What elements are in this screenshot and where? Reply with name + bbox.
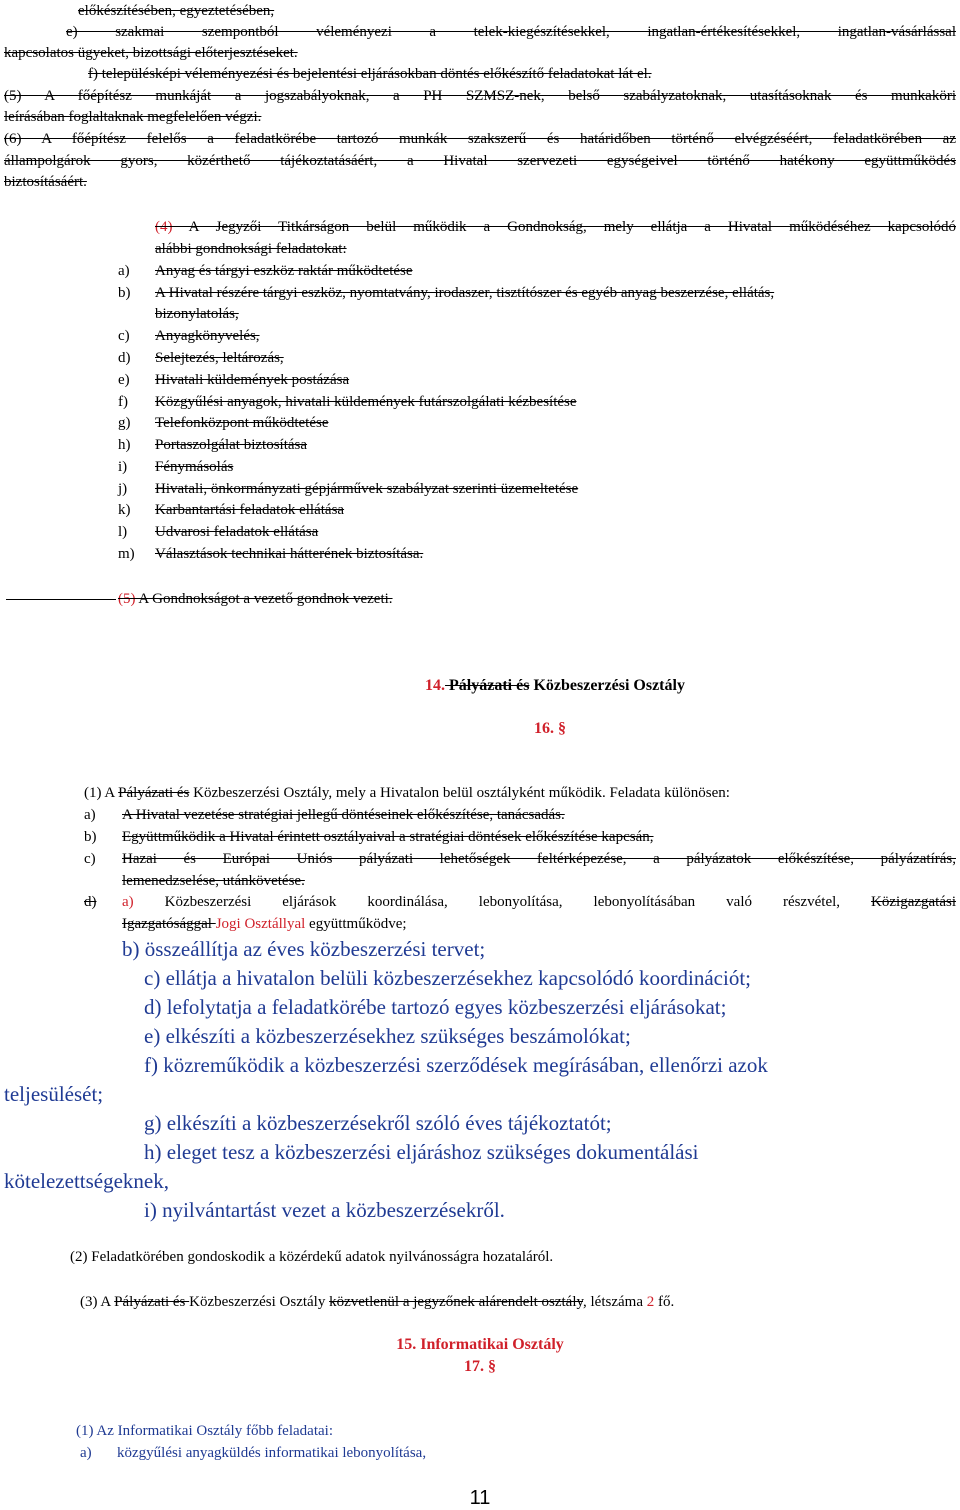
section-14-struck: Pályázati és — [445, 677, 530, 694]
new-item-f-cont: teljesülését; — [4, 1082, 104, 1106]
new-item-c: c) ellátja a hivatalon belüli közbeszerzésekhez kapcsolódó koordinációt; — [144, 966, 752, 990]
item-label: c) — [118, 328, 130, 344]
gondnoksag-intro-cont: alábbi gondnoksági feladatokat: — [155, 241, 347, 257]
item-label: l) — [118, 524, 128, 540]
item-d — [84, 892, 956, 914]
p1-b: Közbeszerzési Osztály, mely a Hivatalon belül osztályként működik. Feladata különösen: — [189, 785, 730, 801]
p3-struck: Pályázati és — [114, 1294, 190, 1310]
p3-red: 2 — [646, 1294, 655, 1310]
page-number: 11 — [469, 1487, 491, 1509]
item-text: Választások technikai hátterének biztosítása. — [155, 546, 424, 562]
revision-line — [6, 599, 116, 600]
item-label: e) — [118, 372, 130, 388]
item-text: A Hivatal vezetése stratégiai jellegű döntéseinek előkészítése, tanácsadás. — [122, 807, 565, 823]
section-14-rest: Közbeszerzési Osztály — [529, 677, 685, 694]
gondnoksag-item — [118, 261, 413, 282]
p3-b: Közbeszerzési Osztály — [189, 1294, 330, 1310]
p3-d: fő. — [654, 1294, 675, 1310]
gondnoksag-item — [118, 326, 260, 347]
p1-a: (1) A — [84, 785, 119, 801]
item-label: g) — [118, 415, 131, 431]
item-text: Anyagkönyvelés, — [155, 328, 260, 344]
item-label: a) — [80, 1445, 92, 1461]
gondnoksag-item — [118, 304, 239, 325]
section-14-paragraph-sign: 16. § — [534, 720, 566, 737]
item-label: i) — [118, 459, 128, 475]
section-14-num: 14. — [425, 677, 446, 694]
item-text: Selejtezés, leltározás, — [155, 350, 284, 366]
new-item-g: g) elkészíti a közbeszerzésekről szóló éves tájékoztatót; — [144, 1111, 612, 1135]
item-label: m) — [118, 546, 135, 562]
item-text: Udvarosi feladatok ellátása — [155, 524, 319, 540]
item-d-struck: Közigazgatási — [871, 894, 956, 910]
item-d-cont — [122, 914, 407, 934]
section-14-p2: (2) Feladatkörében gondoskodik a közérdekű adatok nyilvánosságra hozataláról. — [70, 1249, 554, 1265]
struck-paragraph-5-cont: leírásában foglaltaknak megfelelően végzi. — [4, 109, 262, 125]
item-text: Hivatali, önkormányzati gépjárművek szabályzat szerinti üzemeltetése — [155, 481, 579, 497]
item-text: Karbantartási feladatok ellátása — [155, 502, 345, 518]
item-label: a) — [118, 263, 130, 279]
section-15-p1: (1) Az Informatikai Osztály főbb feladatai: — [76, 1423, 333, 1439]
gondnoksag-item — [118, 500, 344, 521]
item-text: közgyűlési anyagküldés informatikai lebonyolítása, — [117, 1445, 427, 1461]
new-item-i: i) nyilvántartást vezet a közbeszerzésekről. — [144, 1198, 505, 1222]
gondnoksag-item — [118, 283, 774, 304]
item-text: Fénymásolás — [155, 459, 234, 475]
gondnoksag-item — [118, 479, 578, 500]
gondnoksag-intro-text: A Jegyzői Titkárságon belül működik a Gondnokság, mely ellátja a Hivatal működéséhez kapcsolódó — [172, 219, 956, 235]
struck-item-e: e) szakmai szempontból véleményezi a telek-kiegészítésekkel, ingatlan-értékesítésekkel, ingatlan-vásárlással — [66, 24, 956, 40]
struck-paragraph-6-cont: állampolgárok gyors, közérthető tájékoztatásáért, a Hivatal szervezeti egységeivel történő hatékony együttműködés — [4, 153, 956, 169]
struck-line: előkészítésében, egyeztetésében, — [78, 3, 275, 19]
item-label: c) — [84, 851, 96, 867]
item-label: h) — [118, 437, 131, 453]
gondnoksag-p5-num: (5) — [118, 591, 136, 607]
item-label: k) — [118, 502, 131, 518]
p1-struck: Pályázati és — [118, 785, 190, 801]
struck-paragraph-6: (6) A főépítész felelős a feladatkörébe tartozó munkák szakszerű és határidőben történő elvégzéséért, feladatkörében az — [4, 131, 956, 147]
item-label: b) — [84, 829, 97, 845]
item-text: Hivatali küldemények postázása — [155, 372, 350, 388]
struck-paragraph-6-end: biztosításáért. — [4, 174, 87, 190]
struck-list-item — [84, 849, 956, 871]
item-text: Telefonközpont működtetése — [155, 415, 329, 431]
new-item-d: d) lefolytatja a feladatkörébe tartozó egyes közbeszerzési eljárásokat; — [144, 995, 727, 1019]
item-text: Együttműködik a Hivatal érintett osztályaival a stratégiai döntések előkészítése kapcsán, — [122, 829, 654, 845]
item-text: Hazai és Európai Uniós pályázati lehetőségek feltérképezése, a pályázatok előkészítése, pályázatírás, — [122, 851, 956, 867]
gondnoksag-item — [118, 413, 328, 434]
item-label: a) — [84, 807, 96, 823]
gondnoksag-intro — [155, 217, 956, 239]
p3-c: , létszáma — [583, 1294, 647, 1310]
item-label: b) — [118, 285, 131, 301]
gondnoksag-item — [118, 392, 577, 413]
gondnoksag-item — [118, 348, 284, 369]
item-text: Anyag és tárgyi eszköz raktár működtetése — [155, 263, 413, 279]
item-text: Közgyűlési anyagok, hivatali küldemények futárszolgálati kézbesítése — [155, 394, 577, 410]
p3-a: (3) A — [80, 1294, 115, 1310]
new-item-h: h) eleget tesz a közbeszerzési eljáráshoz szükséges dokumentálási — [144, 1140, 699, 1164]
item-text: Portaszolgálat biztosítása — [155, 437, 308, 453]
new-item-f: f) közreműködik a közbeszerzési szerződések megírásában, ellenőrzi azok — [144, 1053, 768, 1077]
gondnoksag-item — [118, 435, 307, 456]
item-d-struck-2: Igazgatósággal — [122, 916, 216, 932]
item-d-label: d) — [84, 894, 97, 910]
struck-list-item — [84, 827, 654, 848]
gondnoksag-item — [118, 457, 233, 478]
struck-list-item — [84, 805, 565, 826]
struck-list-item — [84, 871, 305, 892]
section-15-title: 15. Informatikai Osztály — [396, 1336, 564, 1353]
gondnoksag-item — [118, 522, 318, 543]
item-d-text: Közbeszerzési eljárások koordinálása, lebonyolítása, lebonyolításában való részvétel, — [133, 894, 872, 910]
struck-item-e-cont: kapcsolatos ügyeket, bizottsági előterjesztéseket. — [4, 45, 298, 61]
new-item-b: b) összeállítja az éves közbeszerzési tervet; — [122, 937, 486, 961]
new-item-h-cont: kötelezettségeknek, — [4, 1169, 170, 1193]
struck-item-f: f) településképi véleményezési és bejelentési eljárásokban döntés előkészítő feladatokat lát el. — [88, 66, 652, 82]
gondnoksag-intro-num: (4) — [155, 219, 173, 235]
new-item-e: e) elkészíti a közbeszerzésekhez szükséges beszámolókat; — [144, 1024, 631, 1048]
item-d-rest: együttműködve; — [305, 916, 407, 932]
item-d-red: Jogi Osztállyal — [215, 916, 306, 932]
item-d-new-label: a) — [122, 894, 134, 910]
section-15-item-a — [80, 1443, 426, 1463]
item-label: d) — [118, 350, 131, 366]
gondnoksag-item — [118, 370, 349, 391]
struck-paragraph-5: (5) A főépítész munkáját a jogszabályoknak, a PH SZMSZ-nek, belső szabályzatoknak, utasításoknak és munkaköri — [4, 88, 956, 104]
section-14-p1 — [84, 783, 730, 803]
gondnoksag-p5-text: A Gondnokságot a vezető gondnok vezeti. — [135, 591, 393, 607]
gondnoksag-paragraph-5 — [118, 589, 393, 609]
section-15-paragraph-sign: 17. § — [464, 1358, 496, 1375]
section-14-p3 — [80, 1292, 674, 1312]
item-label: j) — [118, 481, 128, 497]
p3-struck-2: közvetlenül a jegyzőnek alárendelt osztály — [329, 1294, 584, 1310]
item-label: f) — [118, 394, 128, 410]
item-text: bizonylatolás, — [155, 306, 239, 322]
section-14-title — [75, 675, 960, 697]
item-text: lemenedzselése, utánkövetése. — [122, 873, 305, 889]
item-text: A Hivatal részére tárgyi eszköz, nyomtatvány, irodaszer, tisztítószer és egyéb anyag beszerzése, ellátás, — [155, 285, 775, 301]
gondnoksag-item — [118, 544, 423, 565]
